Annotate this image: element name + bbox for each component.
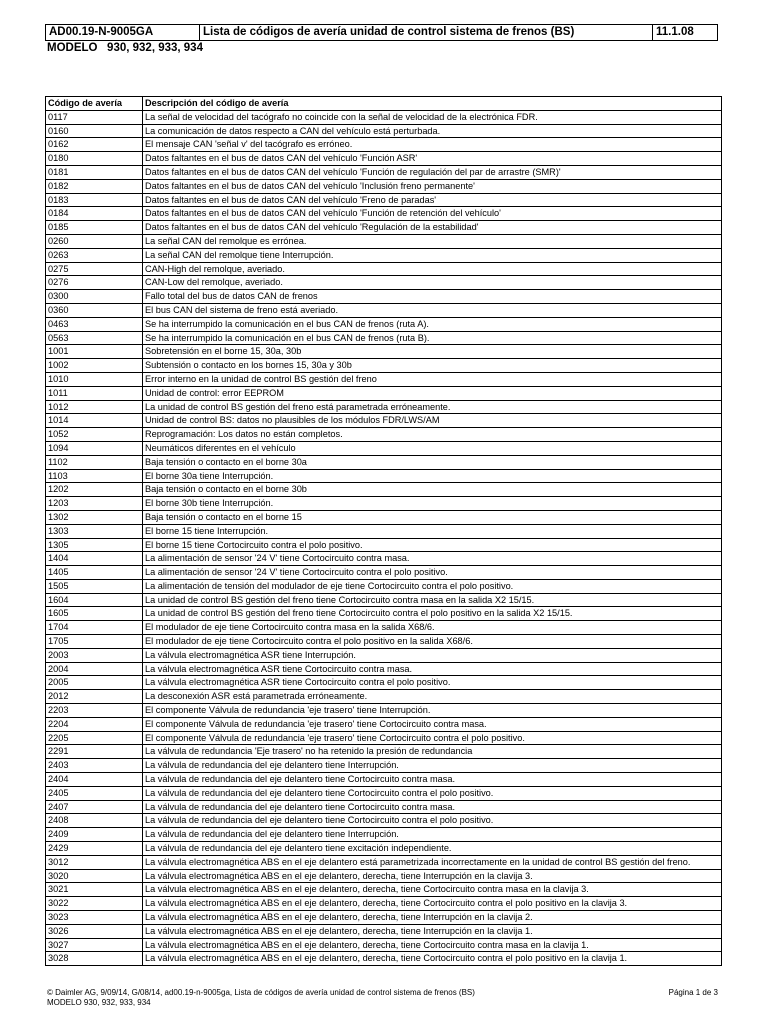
fault-description: La alimentación de tensión del modulador de eje tiene Cortocircuito contra el polo positivo. xyxy=(143,579,722,593)
table-row xyxy=(46,745,722,759)
fault-description: La válvula electromagnética ABS en el eje delantero, derecha, tiene Cortocircuito contra masa en la clavija 3. xyxy=(143,883,722,897)
fault-description: Baja tensión o contacto en el borne 30b xyxy=(143,483,722,497)
table-row xyxy=(46,704,722,718)
table-row xyxy=(46,372,722,386)
table-row xyxy=(46,290,722,304)
fault-code: 0162 xyxy=(46,138,143,152)
table-row xyxy=(46,414,722,428)
fault-description: Se ha interrumpido la comunicación en el bus CAN de frenos (ruta B). xyxy=(143,331,722,345)
fault-description: La válvula electromagnética ASR tiene Cortocircuito contra masa. xyxy=(143,662,722,676)
fault-code: 2204 xyxy=(46,717,143,731)
fault-code: 1302 xyxy=(46,510,143,524)
document-title: Lista de códigos de avería unidad de control sistema de frenos (BS) xyxy=(200,25,653,40)
fault-code: 2403 xyxy=(46,759,143,773)
table-header-row xyxy=(46,97,722,111)
fault-code: 0263 xyxy=(46,248,143,262)
table-row xyxy=(46,193,722,207)
table-row xyxy=(46,510,722,524)
fault-description: El modulador de eje tiene Cortocircuito contra el polo positivo en la salida X68/6. xyxy=(143,635,722,649)
fault-code: 2005 xyxy=(46,676,143,690)
fault-code: 3023 xyxy=(46,911,143,925)
table-row xyxy=(46,524,722,538)
fault-code: 2409 xyxy=(46,828,143,842)
fault-description: La alimentación de sensor '24 V' tiene Cortocircuito contra masa. xyxy=(143,552,722,566)
column-header-description: Descripción del código de avería xyxy=(143,97,722,111)
table-row xyxy=(46,455,722,469)
fault-description: La válvula electromagnética ABS en el eje delantero está parametrizada incorrectamente en la unidad de control BS gestión del freno. xyxy=(143,855,722,869)
table-row xyxy=(46,855,722,869)
fault-code: 1010 xyxy=(46,372,143,386)
table-row xyxy=(46,842,722,856)
fault-code: 3020 xyxy=(46,869,143,883)
fault-description: La comunicación de datos respecto a CAN del vehículo está perturbada. xyxy=(143,124,722,138)
fault-description: El borne 15 tiene Interrupción. xyxy=(143,524,722,538)
table-row xyxy=(46,262,722,276)
fault-description: El borne 15 tiene Cortocircuito contra el polo positivo. xyxy=(143,538,722,552)
fault-code: 1014 xyxy=(46,414,143,428)
fault-code: 1094 xyxy=(46,441,143,455)
document-header xyxy=(45,24,718,41)
fault-description: La válvula electromagnética ABS en el eje delantero, derecha, tiene Interrupción en la clavija 1. xyxy=(143,924,722,938)
fault-code: 1605 xyxy=(46,607,143,621)
table-row xyxy=(46,469,722,483)
fault-description: La unidad de control BS gestión del freno está parametrada erróneamente. xyxy=(143,400,722,414)
fault-code: 2408 xyxy=(46,814,143,828)
fault-code: 0185 xyxy=(46,221,143,235)
table-row xyxy=(46,165,722,179)
fault-code-table xyxy=(45,96,722,966)
fault-description: La válvula electromagnética ABS en el eje delantero, derecha, tiene Cortocircuito contra el polo positivo en la clavija 1. xyxy=(143,952,722,966)
page-footer xyxy=(47,988,718,1008)
fault-code: 2004 xyxy=(46,662,143,676)
table-row xyxy=(46,138,722,152)
table-row xyxy=(46,221,722,235)
fault-description: Datos faltantes en el bus de datos CAN del vehículo 'Función ASR' xyxy=(143,152,722,166)
fault-code: 3028 xyxy=(46,952,143,966)
table-row xyxy=(46,607,722,621)
fault-description: La válvula de redundancia del eje delantero tiene Cortocircuito contra masa. xyxy=(143,773,722,787)
fault-code: 1052 xyxy=(46,428,143,442)
footer-copyright: © Daimler AG, 9/09/14, G/08/14, ad00.19-n-9005ga, Lista de códigos de avería unidad de control sistema de frenos (BS) xyxy=(47,988,475,997)
document-id: AD00.19-N-9005GA xyxy=(46,25,200,40)
table-row xyxy=(46,538,722,552)
fault-description: Datos faltantes en el bus de datos CAN del vehículo 'Función de retención del vehículo' xyxy=(143,207,722,221)
fault-description: Se ha interrumpido la comunicación en el bus CAN de frenos (ruta A). xyxy=(143,317,722,331)
fault-code: 0563 xyxy=(46,331,143,345)
fault-description: El modulador de eje tiene Cortocircuito contra masa en la salida X68/6. xyxy=(143,621,722,635)
fault-code: 1011 xyxy=(46,386,143,400)
table-row xyxy=(46,497,722,511)
table-row xyxy=(46,952,722,966)
table-row xyxy=(46,924,722,938)
fault-description: La válvula de redundancia del eje delantero tiene Cortocircuito contra el polo positivo. xyxy=(143,786,722,800)
table-row xyxy=(46,303,722,317)
fault-code: 0117 xyxy=(46,110,143,124)
fault-description: La señal CAN del remolque tiene Interrupción. xyxy=(143,248,722,262)
fault-description: Subtensión o contacto en los bornes 15, 30a y 30b xyxy=(143,359,722,373)
fault-code: 1203 xyxy=(46,497,143,511)
fault-code: 3027 xyxy=(46,938,143,952)
table-row xyxy=(46,773,722,787)
fault-code: 1012 xyxy=(46,400,143,414)
fault-code: 0463 xyxy=(46,317,143,331)
table-row xyxy=(46,676,722,690)
fault-code: 0275 xyxy=(46,262,143,276)
table-row xyxy=(46,662,722,676)
fault-description: La válvula electromagnética ABS en el eje delantero, derecha, tiene Cortocircuito contra el polo positivo en la clavija 3. xyxy=(143,897,722,911)
fault-description: La desconexión ASR está parametrada erróneamente. xyxy=(143,690,722,704)
fault-description: El componente Válvula de redundancia 'eje trasero' tiene Cortocircuito contra el polo positivo. xyxy=(143,731,722,745)
fault-code: 0184 xyxy=(46,207,143,221)
table-row xyxy=(46,759,722,773)
fault-code: 1002 xyxy=(46,359,143,373)
page-number: Página 1 de 3 xyxy=(668,988,718,997)
fault-description: El borne 30b tiene Interrupción. xyxy=(143,497,722,511)
table-row xyxy=(46,690,722,704)
fault-description: La válvula de redundancia del eje delantero tiene excitación independiente. xyxy=(143,842,722,856)
fault-description: La válvula de redundancia del eje delantero tiene Interrupción. xyxy=(143,759,722,773)
fault-code: 2429 xyxy=(46,842,143,856)
fault-code: 0360 xyxy=(46,303,143,317)
table-row xyxy=(46,828,722,842)
fault-code: 0160 xyxy=(46,124,143,138)
document-date: 11.1.08 xyxy=(656,26,694,38)
fault-code: 1305 xyxy=(46,538,143,552)
table-row xyxy=(46,428,722,442)
table-row xyxy=(46,869,722,883)
fault-description: La válvula electromagnética ABS en el eje delantero, derecha, tiene Interrupción en la clavija 2. xyxy=(143,911,722,925)
fault-code: 1303 xyxy=(46,524,143,538)
fault-description: CAN-High del remolque, averiado. xyxy=(143,262,722,276)
fault-description: La alimentación de sensor '24 V' tiene Cortocircuito contra el polo positivo. xyxy=(143,566,722,580)
fault-description: Error interno en la unidad de control BS gestión del freno xyxy=(143,372,722,386)
fault-description: La válvula de redundancia del eje delantero tiene Interrupción. xyxy=(143,828,722,842)
footer-model: MODELO 930, 932, 933, 934 xyxy=(47,998,151,1007)
fault-description: La señal CAN del remolque es errónea. xyxy=(143,234,722,248)
table-row xyxy=(46,897,722,911)
fault-code: 1505 xyxy=(46,579,143,593)
table-row xyxy=(46,731,722,745)
fault-code: 1404 xyxy=(46,552,143,566)
fault-description: Unidad de control BS: datos no plausibles de los módulos FDR/LWS/AM xyxy=(143,414,722,428)
fault-description: La válvula de redundancia del eje delantero tiene Cortocircuito contra el polo positivo. xyxy=(143,814,722,828)
fault-code: 3022 xyxy=(46,897,143,911)
table-row xyxy=(46,234,722,248)
table-row xyxy=(46,579,722,593)
fault-description: La válvula electromagnética ASR tiene Interrupción. xyxy=(143,648,722,662)
fault-code: 1704 xyxy=(46,621,143,635)
fault-code: 3012 xyxy=(46,855,143,869)
fault-code: 1705 xyxy=(46,635,143,649)
fault-description: El bus CAN del sistema de freno está averiado. xyxy=(143,303,722,317)
fault-description: Neumáticos diferentes en el vehículo xyxy=(143,441,722,455)
fault-code: 3026 xyxy=(46,924,143,938)
fault-description: El mensaje CAN 'señal v' del tacógrafo es erróneo. xyxy=(143,138,722,152)
table-row xyxy=(46,248,722,262)
table-row xyxy=(46,386,722,400)
table-row xyxy=(46,635,722,649)
table-row xyxy=(46,110,722,124)
fault-code: 1102 xyxy=(46,455,143,469)
table-row xyxy=(46,814,722,828)
fault-description: La válvula de redundancia 'Eje trasero' no ha retenido la presión de redundancia xyxy=(143,745,722,759)
fault-code: 2012 xyxy=(46,690,143,704)
fault-description: La válvula electromagnética ABS en el eje delantero, derecha, tiene Cortocircuito contra masa en la clavija 1. xyxy=(143,938,722,952)
column-header-code: Código de avería xyxy=(46,97,143,111)
fault-code: 2203 xyxy=(46,704,143,718)
fault-code: 2405 xyxy=(46,786,143,800)
table-row xyxy=(46,179,722,193)
fault-description: El componente Válvula de redundancia 'eje trasero' tiene Interrupción. xyxy=(143,704,722,718)
fault-description: Datos faltantes en el bus de datos CAN del vehículo 'Función de regulación del par de arrastre (SMR)' xyxy=(143,165,722,179)
fault-description: La unidad de control BS gestión del freno tiene Cortocircuito contra el polo positivo en la salida X2 15/15. xyxy=(143,607,722,621)
fault-code: 0181 xyxy=(46,165,143,179)
fault-code: 0300 xyxy=(46,290,143,304)
fault-description: Reprogramación: Los datos no están completos. xyxy=(143,428,722,442)
fault-description: La unidad de control BS gestión del freno tiene Cortocircuito contra masa en la salida X2 15/15. xyxy=(143,593,722,607)
model-line: MODELO 930, 932, 933, 934 xyxy=(47,42,203,54)
fault-code: 2407 xyxy=(46,800,143,814)
table-row xyxy=(46,359,722,373)
fault-description: Baja tensión o contacto en el borne 30a xyxy=(143,455,722,469)
table-row xyxy=(46,276,722,290)
fault-description: La válvula electromagnética ABS en el eje delantero, derecha, tiene Interrupción en la clavija 3. xyxy=(143,869,722,883)
fault-description: Datos faltantes en el bus de datos CAN del vehículo 'Inclusión freno permanente' xyxy=(143,179,722,193)
fault-description: La válvula electromagnética ASR tiene Cortocircuito contra el polo positivo. xyxy=(143,676,722,690)
fault-code: 1202 xyxy=(46,483,143,497)
fault-description: Datos faltantes en el bus de datos CAN del vehículo 'Freno de paradas' xyxy=(143,193,722,207)
fault-code: 0182 xyxy=(46,179,143,193)
table-row xyxy=(46,621,722,635)
table-row xyxy=(46,331,722,345)
table-row xyxy=(46,648,722,662)
table-row xyxy=(46,800,722,814)
fault-description: Unidad de control: error EEPROM xyxy=(143,386,722,400)
table-row xyxy=(46,441,722,455)
fault-code: 3021 xyxy=(46,883,143,897)
fault-code: 2404 xyxy=(46,773,143,787)
table-row xyxy=(46,317,722,331)
table-row xyxy=(46,883,722,897)
table-row xyxy=(46,593,722,607)
fault-code: 1103 xyxy=(46,469,143,483)
table-row xyxy=(46,207,722,221)
fault-code: 1604 xyxy=(46,593,143,607)
fault-description: Datos faltantes en el bus de datos CAN del vehículo 'Regulación de la estabilidad' xyxy=(143,221,722,235)
table-row xyxy=(46,483,722,497)
table-row xyxy=(46,911,722,925)
fault-code: 1405 xyxy=(46,566,143,580)
fault-description: La válvula de redundancia del eje delantero tiene Cortocircuito contra masa. xyxy=(143,800,722,814)
table-row xyxy=(46,345,722,359)
table-row xyxy=(46,152,722,166)
fault-code: 2003 xyxy=(46,648,143,662)
fault-code: 0180 xyxy=(46,152,143,166)
table-row xyxy=(46,552,722,566)
fault-description: Baja tensión o contacto en el borne 15 xyxy=(143,510,722,524)
fault-code: 2291 xyxy=(46,745,143,759)
fault-code: 1001 xyxy=(46,345,143,359)
fault-code: 0276 xyxy=(46,276,143,290)
table-row xyxy=(46,717,722,731)
fault-description: El componente Válvula de redundancia 'eje trasero' tiene Cortocircuito contra masa. xyxy=(143,717,722,731)
fault-description: Fallo total del bus de datos CAN de frenos xyxy=(143,290,722,304)
table-row xyxy=(46,124,722,138)
fault-description: El borne 30a tiene Interrupción. xyxy=(143,469,722,483)
fault-code: 2205 xyxy=(46,731,143,745)
table-row xyxy=(46,938,722,952)
fault-code: 0260 xyxy=(46,234,143,248)
fault-description: Sobretensión en el borne 15, 30a, 30b xyxy=(143,345,722,359)
table-row xyxy=(46,400,722,414)
fault-description: La señal de velocidad del tacógrafo no coincide con la señal de velocidad de la electrónica FDR. xyxy=(143,110,722,124)
fault-code: 0183 xyxy=(46,193,143,207)
table-row xyxy=(46,786,722,800)
table-row xyxy=(46,566,722,580)
fault-description: CAN-Low del remolque, averiado. xyxy=(143,276,722,290)
